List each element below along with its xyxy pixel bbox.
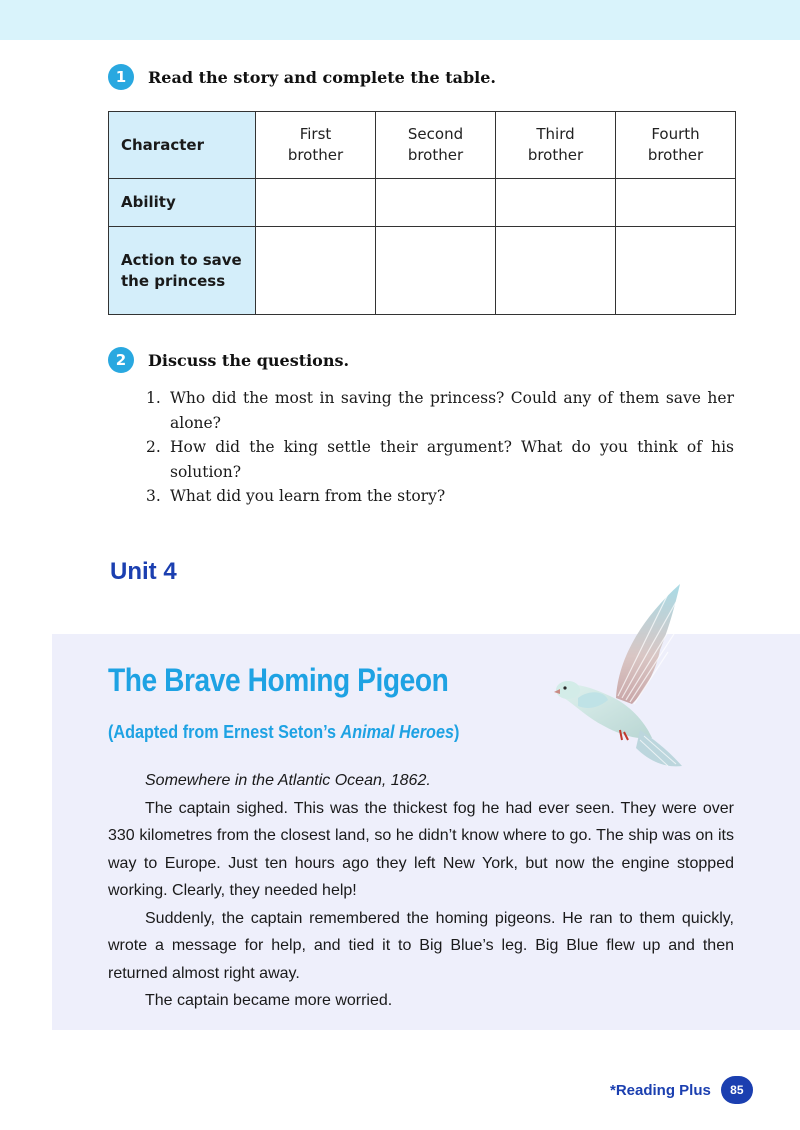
exercise-1-title: Read the story and complete the table. bbox=[148, 67, 496, 87]
table-row bbox=[109, 227, 736, 315]
exercise-number-badge: 1 bbox=[108, 64, 134, 90]
exercise-1-header bbox=[108, 64, 496, 90]
story-body bbox=[108, 767, 734, 1015]
column-header: Fourth brother bbox=[616, 112, 736, 179]
section-label: *Reading Plus bbox=[610, 1081, 711, 1099]
subtitle-book: Animal Heroes bbox=[340, 722, 454, 742]
subtitle-suffix: ) bbox=[453, 722, 460, 742]
list-item bbox=[146, 484, 734, 509]
character-table bbox=[108, 111, 736, 315]
pigeon-illustration bbox=[548, 580, 688, 780]
story-paragraph: Suddenly, the captain remembered the homing pigeons. He ran to them quickly, wrote a message for help, and tied it to Big Blue’s leg. Big Blue flew up and then returned almost right away. bbox=[108, 909, 734, 982]
exercise-number-badge: 2 bbox=[108, 347, 134, 373]
story-subtitle bbox=[108, 722, 459, 743]
page-number-badge: 85 bbox=[721, 1076, 753, 1104]
question-list bbox=[146, 386, 734, 509]
exercise-2-title: Discuss the questions. bbox=[148, 350, 350, 370]
answer-cell[interactable] bbox=[256, 179, 376, 227]
question-text: Who did the most in saving the princess? Could any of them save her alone? bbox=[170, 389, 734, 432]
exercise-2-header bbox=[108, 347, 349, 373]
subtitle-prefix: (Adapted from Ernest Seton’s bbox=[108, 722, 341, 742]
question-number: 2. bbox=[146, 438, 161, 456]
question-text: What did you learn from the story? bbox=[170, 487, 446, 505]
column-header: First brother bbox=[256, 112, 376, 179]
question-text: How did the king settle their argument? What do you think of his solution? bbox=[170, 438, 734, 481]
story-paragraph: The captain became more worried. bbox=[145, 992, 393, 1009]
top-banner bbox=[0, 0, 800, 40]
answer-cell[interactable] bbox=[496, 179, 616, 227]
page-footer bbox=[610, 1076, 753, 1104]
answer-cell[interactable] bbox=[376, 179, 496, 227]
question-number: 3. bbox=[146, 487, 161, 505]
answer-cell[interactable] bbox=[616, 179, 736, 227]
story-paragraph: Somewhere in the Atlantic Ocean, 1862. bbox=[145, 772, 431, 789]
column-header: Third brother bbox=[496, 112, 616, 179]
story-paragraph: The captain sighed. This was the thickest fog he had ever seen. They were over 330 kilometres from the closest land, so he didn’t know where to go. The ship was on its way to Europe. Just ten hours ago they left New York, but now the engine stopped working. Clearly, they needed help! bbox=[108, 799, 734, 899]
list-item bbox=[146, 386, 734, 435]
list-item bbox=[146, 435, 734, 484]
story-title: The Brave Homing Pigeon bbox=[108, 662, 449, 698]
answer-cell[interactable] bbox=[376, 227, 496, 315]
row-header-character: Character bbox=[109, 112, 256, 179]
answer-cell[interactable] bbox=[616, 227, 736, 315]
row-header-action: Action to save the princess bbox=[109, 227, 256, 315]
row-header-ability: Ability bbox=[109, 179, 256, 227]
answer-cell[interactable] bbox=[256, 227, 376, 315]
answer-cell[interactable] bbox=[496, 227, 616, 315]
question-number: 1. bbox=[146, 389, 161, 407]
table-row bbox=[109, 112, 736, 179]
unit-heading: Unit 4 bbox=[110, 558, 177, 585]
table-row bbox=[109, 179, 736, 227]
column-header: Second brother bbox=[376, 112, 496, 179]
